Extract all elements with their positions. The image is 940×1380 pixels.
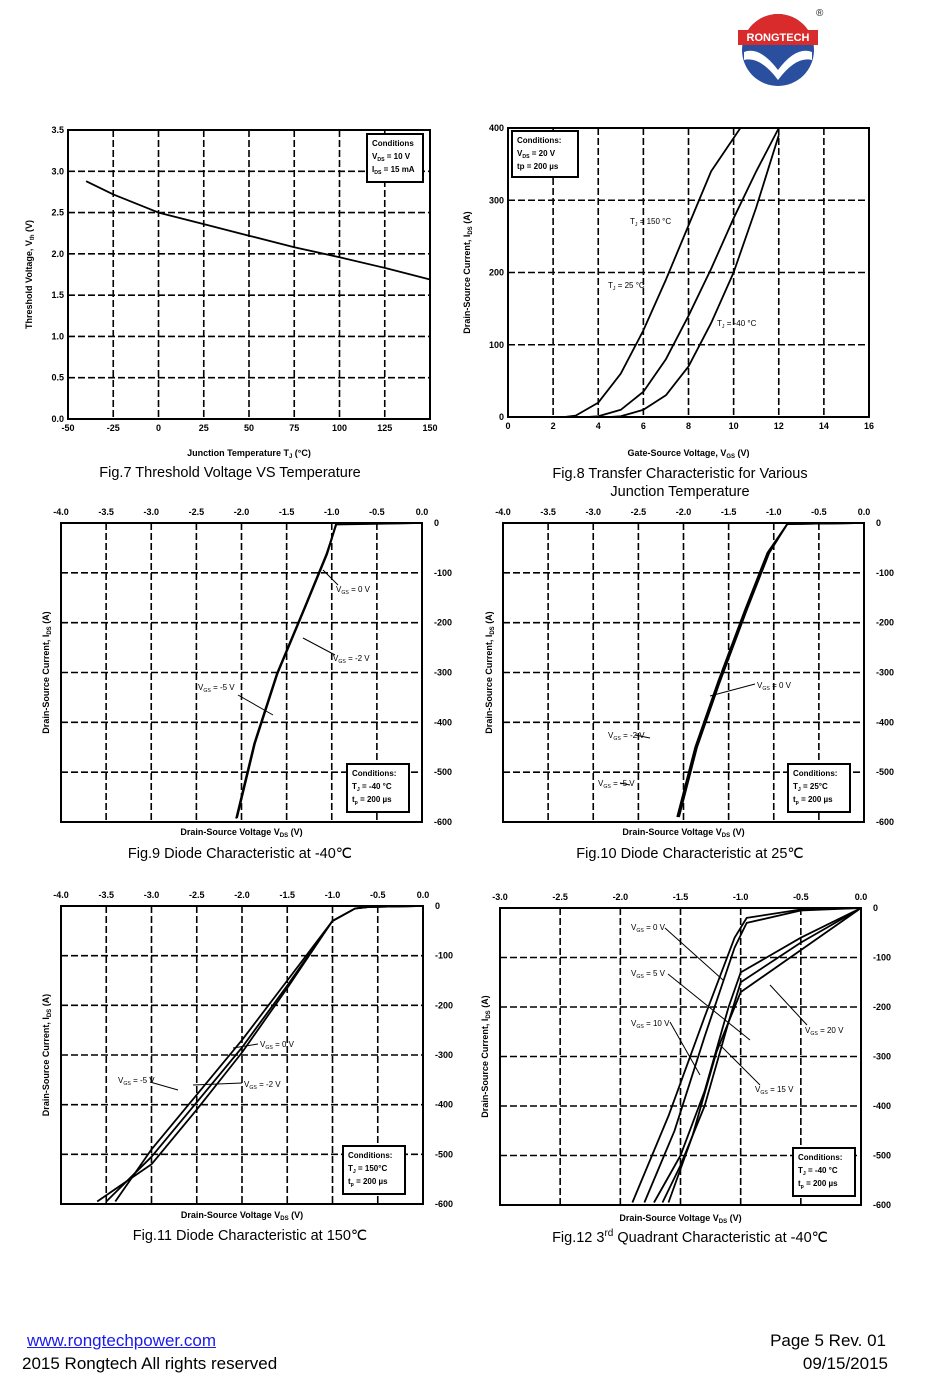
fig10-chart — [465, 500, 905, 842]
y-tick-label: 3.5 — [51, 125, 64, 135]
curve-label: $V_{GS} = 0$ V — [757, 681, 791, 692]
y-axis-label: Drain-Source Current, $I_{DS}$ (A) — [462, 211, 474, 334]
y-tick-label: -100 — [435, 950, 454, 961]
conditions-title: Conditions: — [517, 136, 562, 145]
fig11-caption: Fig.11 Diode Characteristic at 150℃ — [132, 1228, 368, 1244]
x-tick-label: -3.0 — [143, 507, 160, 517]
y-axis-label: Drain-Source Current, $I_{DS}$ (A) — [480, 995, 492, 1118]
x-tick-label: 0 — [505, 421, 511, 431]
x-tick-label: -1.5 — [672, 892, 689, 902]
conditions-title: Conditions — [372, 139, 414, 148]
x-tick-label: 10 — [728, 421, 739, 431]
curve-label: $V_{GS} = 10$ V — [631, 1019, 670, 1030]
y-tick-label: 1.0 — [51, 331, 64, 342]
x-tick-label: -0.5 — [369, 507, 385, 517]
x-tick-label: 12 — [773, 421, 784, 431]
y-tick-label: 0 — [435, 901, 441, 911]
x-tick-label: -0.5 — [811, 507, 827, 517]
x-tick-label: -1.5 — [278, 507, 295, 517]
x-tick-label: 75 — [289, 423, 300, 433]
x-tick-label: 125 — [377, 423, 393, 433]
fig8-plot — [455, 116, 885, 466]
y-tick-label: -500 — [435, 1149, 454, 1160]
x-tick-label: -1.0 — [732, 892, 749, 902]
logo-graphic — [736, 6, 826, 86]
y-tick-label: 0 — [873, 903, 879, 913]
x-tick-label: 0.0 — [854, 892, 868, 902]
x-tick-label: 0.0 — [415, 507, 429, 517]
y-tick-label: 400 — [488, 123, 504, 133]
conditions-line: $t_p = 200$ µs — [348, 1177, 388, 1188]
x-tick-label: 0.0 — [857, 507, 871, 517]
x-tick-label: -2.0 — [612, 892, 629, 902]
y-tick-label: 0.5 — [51, 372, 64, 383]
footer-copyright: 2015 Rongtech All rights reserved — [22, 1354, 278, 1373]
fig11-chart — [18, 880, 458, 1225]
curve-label-leader — [303, 638, 335, 655]
x-tick-label: -2.0 — [233, 507, 250, 517]
y-tick-label: 0.0 — [51, 414, 64, 424]
y-tick-label: 1.5 — [51, 290, 64, 301]
y-tick-label: -400 — [873, 1101, 892, 1111]
y-tick-label: -600 — [873, 1200, 892, 1210]
y-tick-label: 0 — [498, 412, 504, 422]
y-tick-label: 2.5 — [51, 207, 64, 218]
x-tick-label: -3.5 — [98, 507, 114, 517]
y-tick-label: 100 — [488, 339, 504, 350]
fig7-chart — [18, 120, 442, 465]
x-axis-label: Junction Temperature $T_J$ (°C) — [187, 448, 311, 460]
x-tick-label: -2.0 — [234, 890, 250, 900]
x-tick-label: -0.5 — [369, 890, 386, 900]
x-tick-label: 150 — [422, 423, 438, 433]
conditions-title: Conditions: — [352, 769, 397, 778]
y-tick-label: -200 — [434, 617, 453, 628]
fig9-plot — [18, 500, 458, 842]
conditions-line: $I_{DS} = 15$ mA — [372, 165, 415, 176]
y-tick-label: -500 — [873, 1150, 892, 1161]
fig12-chart — [465, 880, 905, 1225]
curve-label: $V_{GS} = -2$ V — [333, 654, 370, 665]
x-axis-label: Gate-Source Voltage, $V_{GS}$ (V) — [627, 448, 750, 460]
x-tick-label: -3.0 — [143, 890, 160, 900]
fig12-caption — [470, 1228, 910, 1246]
fig8-caption-line2: Junction Temperature — [610, 484, 750, 500]
y-tick-label: -300 — [435, 1050, 454, 1060]
fig9-chart — [18, 500, 458, 842]
curve-label: $V_{GS} = -2$ V — [608, 731, 645, 742]
y-tick-label: 300 — [488, 195, 504, 206]
conditions-line: $T_J = -40$ °C — [798, 1166, 838, 1177]
company-logo — [736, 6, 826, 86]
curve-label: $V_{GS} = 5$ V — [631, 969, 665, 980]
x-tick-label: -2.5 — [188, 507, 205, 517]
curve-label-leader — [670, 1022, 700, 1075]
curve-label: $V_{GS} = 20$ V — [805, 1026, 844, 1037]
fig10-plot — [465, 500, 905, 842]
y-tick-label: -500 — [876, 767, 895, 778]
y-tick-label: 3.0 — [51, 166, 64, 177]
y-tick-label: -100 — [876, 567, 895, 578]
conditions-line: $t_p = 200$ µs — [798, 1179, 838, 1190]
series-line-1 — [86, 181, 430, 279]
curve-label: $V_{GS} = -2$ V — [244, 1080, 281, 1091]
conditions-line: $T_J = 150^\circ C$ — [348, 1164, 388, 1175]
fig12-caption-sup: rd — [604, 1228, 614, 1239]
x-tick-label: -2.5 — [188, 890, 205, 900]
y-axis-label: Threshold Voltage, $V_{th}$ (V) — [24, 219, 36, 330]
x-tick-label: 50 — [243, 423, 255, 433]
y-tick-label: -100 — [434, 567, 453, 578]
website-link[interactable]: www.rongtechpower.com — [27, 1331, 216, 1350]
x-tick-label: -4.0 — [495, 507, 511, 517]
fig12-plot — [465, 880, 905, 1225]
y-tick-label: 200 — [488, 267, 504, 278]
y-tick-label: -200 — [873, 1002, 892, 1012]
fig10-caption: Fig.10 Diode Characteristic at 25℃ — [576, 846, 804, 862]
conditions-line: $T_J = 25^\circ C$ — [793, 782, 828, 793]
y-tick-label: -600 — [435, 1199, 454, 1209]
conditions-title: Conditions: — [798, 1153, 843, 1162]
x-tick-label: -2.5 — [630, 507, 647, 517]
curve-label: $V_{GS} = 0$ V — [336, 585, 370, 596]
conditions-title: Conditions: — [793, 769, 838, 778]
y-tick-label: -500 — [434, 767, 453, 778]
y-axis-label: Drain-Source Current, $I_{DS}$ (A) — [41, 993, 53, 1117]
curve-label: $V_{GS} = -5$ V — [198, 683, 235, 694]
x-tick-label: -2.0 — [675, 507, 692, 517]
x-tick-label: 100 — [331, 423, 348, 433]
x-tick-label: -3.0 — [492, 892, 508, 902]
x-tick-label: -0.5 — [793, 892, 809, 902]
fig7-caption: Fig.7 Threshold Voltage VS Temperature — [99, 465, 361, 481]
x-tick-label: 2 — [550, 421, 556, 431]
logo-text: RONGTECH — [746, 32, 810, 44]
y-tick-label: -400 — [434, 717, 453, 728]
fig7-plot — [18, 120, 442, 465]
x-tick-label: -1.0 — [323, 507, 340, 517]
curve-label: $V_{GS} = -5$ V — [598, 779, 635, 790]
fig12-caption-pre: Fig.12 3 — [552, 1229, 605, 1246]
footer-date: 09/15/2015 — [802, 1354, 888, 1373]
x-tick-label: 4 — [595, 421, 601, 431]
curve-label-leader — [665, 928, 723, 980]
x-axis-label: Drain-Source Voltage $V_{DS}$ (V) — [180, 1210, 304, 1222]
x-tick-label: 14 — [818, 421, 829, 431]
x-tick-label: 6 — [640, 421, 646, 431]
x-tick-label: 0.0 — [416, 890, 430, 900]
y-tick-label: -300 — [876, 667, 895, 678]
x-axis-label: Drain-Source Voltage $V_{DS}$ (V) — [619, 1213, 742, 1225]
x-axis-label: Drain-Source Voltage $V_{DS}$ (V) — [622, 827, 745, 839]
x-tick-label: -1.0 — [324, 890, 341, 900]
x-tick-label: -3.5 — [540, 507, 556, 517]
x-tick-label: -3.0 — [585, 507, 602, 517]
y-tick-label: -600 — [434, 817, 453, 827]
curve-label: $V_{GS} = -5$ V — [118, 1076, 155, 1087]
y-tick-label: 0 — [434, 518, 440, 528]
x-tick-label: -1.5 — [279, 890, 296, 900]
y-tick-label: -600 — [876, 817, 895, 827]
x-tick-label: -25 — [106, 423, 120, 433]
curve-label: $V_{GS} = 15$ V — [755, 1085, 794, 1096]
y-tick-label: -400 — [435, 1099, 454, 1110]
conditions-line: $t_p = 200$ µs — [352, 795, 392, 806]
y-tick-label: -200 — [435, 1000, 454, 1011]
x-tick-label: -2.5 — [552, 892, 568, 902]
curve-label: $T_J = 150$ °C — [630, 217, 672, 228]
y-tick-label: -300 — [434, 667, 453, 678]
fig8-caption-line1: Fig.8 Transfer Characteristic for Various — [552, 466, 808, 482]
fig8-chart — [455, 116, 885, 466]
x-axis-label: Drain-Source Voltage $V_{DS}$ (V) — [180, 827, 303, 839]
y-tick-label: -400 — [876, 717, 895, 728]
curve-label: $V_{GS} = 0$ V — [260, 1040, 294, 1051]
x-tick-label: 8 — [685, 421, 692, 431]
y-axis-label: Drain-Source Current, $I_{DS}$ (A) — [484, 611, 496, 734]
conditions-line: $t_p = 200$ µs — [793, 795, 833, 806]
conditions-line: $T_J = -40$ °C — [352, 782, 392, 793]
y-tick-label: -100 — [873, 952, 892, 963]
y-tick-label: -200 — [876, 617, 895, 628]
conditions-title: Conditions: — [348, 1151, 393, 1160]
fig9-caption: Fig.9 Diode Characteristic at -40℃ — [127, 846, 353, 862]
footer-url[interactable] — [27, 1331, 216, 1351]
fig8-caption — [470, 465, 890, 501]
x-tick-label: -50 — [61, 423, 75, 433]
curve-label: $V_{GS} = 0$ V — [631, 923, 665, 934]
registered-mark: ® — [816, 8, 824, 19]
conditions-line: $V_{DS} = 10$ V — [372, 152, 411, 163]
x-tick-label: 16 — [863, 421, 875, 431]
y-axis-label: Drain-Source Current, $I_{DS}$ (A) — [41, 611, 53, 734]
x-tick-label: 25 — [198, 423, 209, 433]
x-tick-label: 0 — [155, 423, 162, 433]
y-tick-label: 0 — [876, 518, 882, 528]
footer-page: Page 5 Rev. 01 — [770, 1331, 886, 1350]
curve-label: $T_J = -40$ °C — [717, 319, 757, 330]
conditions-line: $V_{DS} = 20$ V — [517, 149, 556, 160]
conditions-line: tp = 200 µs — [517, 162, 559, 171]
x-tick-label: -4.0 — [53, 507, 69, 517]
curve-label: $T_J = 25$ °C — [608, 281, 645, 292]
y-tick-label: -300 — [873, 1051, 892, 1062]
fig11-plot — [18, 880, 458, 1225]
y-tick-label: 2.0 — [51, 248, 64, 259]
x-tick-label: -4.0 — [53, 890, 69, 900]
x-tick-label: -3.5 — [98, 890, 115, 900]
x-tick-label: -1.0 — [765, 507, 782, 517]
fig12-caption-post: Quadrant Characteristic at -40℃ — [613, 1229, 828, 1246]
x-tick-label: -1.5 — [720, 507, 737, 517]
